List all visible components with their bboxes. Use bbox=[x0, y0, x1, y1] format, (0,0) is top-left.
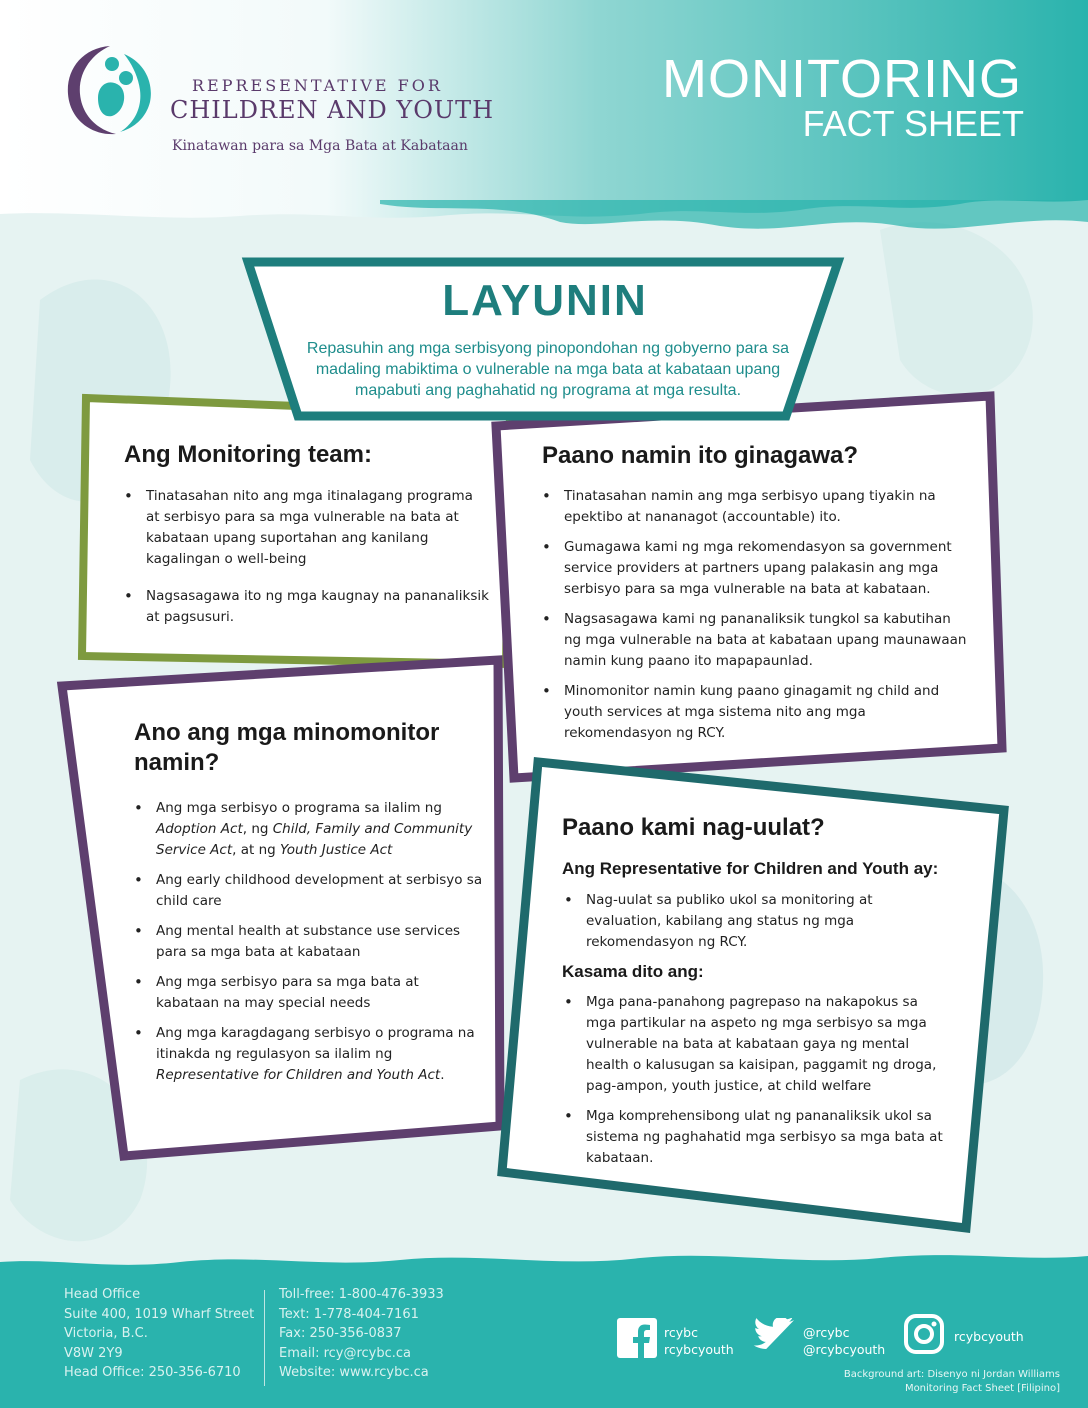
credit-line: Monitoring Fact Sheet [Filipino] bbox=[904, 1383, 1060, 1394]
footer-line[interactable]: Email: rcy@rcybc.ca bbox=[279, 1345, 412, 1361]
page-title: MONITORING bbox=[662, 49, 1022, 109]
list-item: • Ang mga serbisyo para sa mga bata at kabataan na may special needs bbox=[134, 972, 484, 1014]
footer-address bbox=[64, 1285, 254, 1383]
org-subtitle: Kinatawan para sa Mga Bata at Kabataan bbox=[172, 138, 468, 154]
card-how-list bbox=[542, 486, 972, 753]
footer-contact bbox=[279, 1285, 444, 1383]
facebook-handle[interactable]: rcybc bbox=[664, 1325, 698, 1340]
list-item: • Minomonitor namin kung paano ginagamit ng child and youth services at mga sistema nito ang mga rekomendasyon ng RCY. bbox=[542, 681, 972, 744]
page-subtitle: FACT SHEET bbox=[802, 103, 1024, 144]
list-item: • Nag-uulat sa publiko ukol sa monitoring at evaluation, kabilang ang status ng mga rekomendasyon ng RCY. bbox=[564, 890, 944, 953]
item-text: . bbox=[440, 1067, 445, 1083]
footer-line: Toll-free: 1-800-476-3933 bbox=[279, 1287, 444, 1302]
act-name: Representative for Children and Youth Act bbox=[156, 1067, 441, 1083]
act-name: Child, Family and Community Service Act bbox=[156, 821, 473, 858]
footer-line[interactable]: Website: www.rcybc.ca bbox=[279, 1365, 429, 1380]
card-what-heading-line2: namin? bbox=[134, 749, 220, 776]
list-item: • Mga pana-panahong pagrepaso na nakapokus sa mga partikular na aspeto ng mga serbisyo sa mga vulnerable na bata at kabataan gaya ng mental health o kalusugan sa kaisipan, paggamit ng droga, pag-ampon, youth justice, at child welfare bbox=[564, 992, 949, 1097]
card-team-list bbox=[124, 486, 490, 637]
list-item: • Tinatasahan nito ang mga itinalagang programa at serbisyo para sa mga vulnerable na bata at kabataan upang suportahan ang kanilang kagalingan o well-being bbox=[124, 486, 490, 570]
layunin-title: LAYUNIN bbox=[442, 276, 648, 325]
facebook-handles[interactable] bbox=[664, 1324, 734, 1358]
list-item: • Mga komprehensibong ulat ng pananaliksik ukol sa sistema ng paghahatid mga serbisyo sa mga bata at kabataan. bbox=[564, 1106, 949, 1169]
footer-line: Suite 400, 1019 Wharf Street bbox=[64, 1306, 255, 1322]
credit-line: Background art: Disenyo ni Jordan Williams bbox=[843, 1369, 1060, 1380]
list-item bbox=[134, 798, 484, 861]
item-text: Ang mga karagdagang serbisyo o programa na itinakda ng regulasyon sa ilalim ng bbox=[156, 1025, 475, 1062]
list-item: • Gumagawa kami ng mga rekomendasyon sa government service providers at partners upang palakasin ang mga serbisyo para sa mga vulnerable na bata at kabataan. bbox=[542, 537, 972, 600]
act-name: Youth Justice Act bbox=[280, 842, 393, 858]
instagram-icon[interactable] bbox=[904, 1314, 944, 1354]
footer-line: Fax: 250-356-0837 bbox=[279, 1326, 402, 1341]
twitter-handle[interactable]: @rcybc bbox=[803, 1325, 850, 1340]
footer-line: Text: 1-778-404-7161 bbox=[279, 1306, 419, 1322]
footer-line: Victoria, B.C. bbox=[64, 1326, 148, 1341]
card-what-heading-line1: Ano ang mga minomonitor bbox=[134, 719, 440, 746]
card-report-list2 bbox=[564, 992, 949, 1178]
list-item: • Nagsasagawa ito ng mga kaugnay na pananaliksik at pagsusuri. bbox=[124, 586, 490, 628]
twitter-icon[interactable] bbox=[752, 1318, 796, 1356]
item-text: , at ng bbox=[232, 842, 280, 858]
card-team-heading: Ang Monitoring team: bbox=[124, 441, 372, 468]
card-how-heading: Paano namin ito ginagawa? bbox=[542, 442, 859, 469]
card-report-subheading2: Kasama dito ang: bbox=[562, 962, 704, 981]
list-item: • Ang early childhood development at serbisyo sa child care bbox=[134, 870, 484, 912]
twitter-handles[interactable] bbox=[803, 1324, 885, 1358]
card-what-heading bbox=[134, 718, 439, 778]
item-text: , ng bbox=[242, 821, 273, 837]
facebook-icon[interactable] bbox=[617, 1318, 657, 1358]
footer-line: Head Office bbox=[64, 1287, 141, 1302]
card-report-heading: Paano kami nag-uulat? bbox=[562, 814, 825, 841]
footer-divider bbox=[264, 1290, 265, 1386]
instagram-handle[interactable]: rcybcyouth bbox=[954, 1329, 1024, 1344]
footer-line: Head Office: 250-356-6710 bbox=[64, 1365, 241, 1380]
card-report-subheading: Ang Representative for Children and Youth ay: bbox=[562, 859, 939, 878]
footer-line: V8W 2Y9 bbox=[64, 1345, 123, 1361]
item-text: Ang mga serbisyo o programa sa ilalim ng bbox=[156, 800, 442, 816]
layunin-text: Repasuhin ang mga serbisyong pinopondohan ng gobyerno para sa madaling mabiktima o vulnerable na mga bata at kabataan upang mapabuti ang paghahatid ng programa at mga resulta. bbox=[306, 340, 790, 399]
card-what-list bbox=[134, 798, 484, 1095]
card-report-list1 bbox=[564, 890, 944, 962]
org-name-line1: REPRESENTATIVE FOR bbox=[192, 76, 443, 95]
list-item: • Ang mental health at substance use services para sa mga bata at kabataan bbox=[134, 921, 484, 963]
credits bbox=[844, 1368, 1060, 1396]
twitter-handle[interactable]: @rcybcyouth bbox=[803, 1342, 886, 1357]
org-name-line2: CHILDREN AND YOUTH bbox=[170, 96, 495, 124]
facebook-handle[interactable]: rcybcyouth bbox=[664, 1342, 734, 1357]
list-item: • Tinatasahan namin ang mga serbisyo upang tiyakin na epektibo at nananagot (accountable) ito. bbox=[542, 486, 972, 528]
act-name: Adoption Act bbox=[156, 821, 243, 837]
list-item bbox=[134, 1023, 484, 1086]
list-item: • Nagsasagawa kami ng pananaliksik tungkol sa kabutihan ng mga vulnerable na bata at kabataan upang maunawaan namin kung paano ito mapapaunlad. bbox=[542, 609, 972, 672]
